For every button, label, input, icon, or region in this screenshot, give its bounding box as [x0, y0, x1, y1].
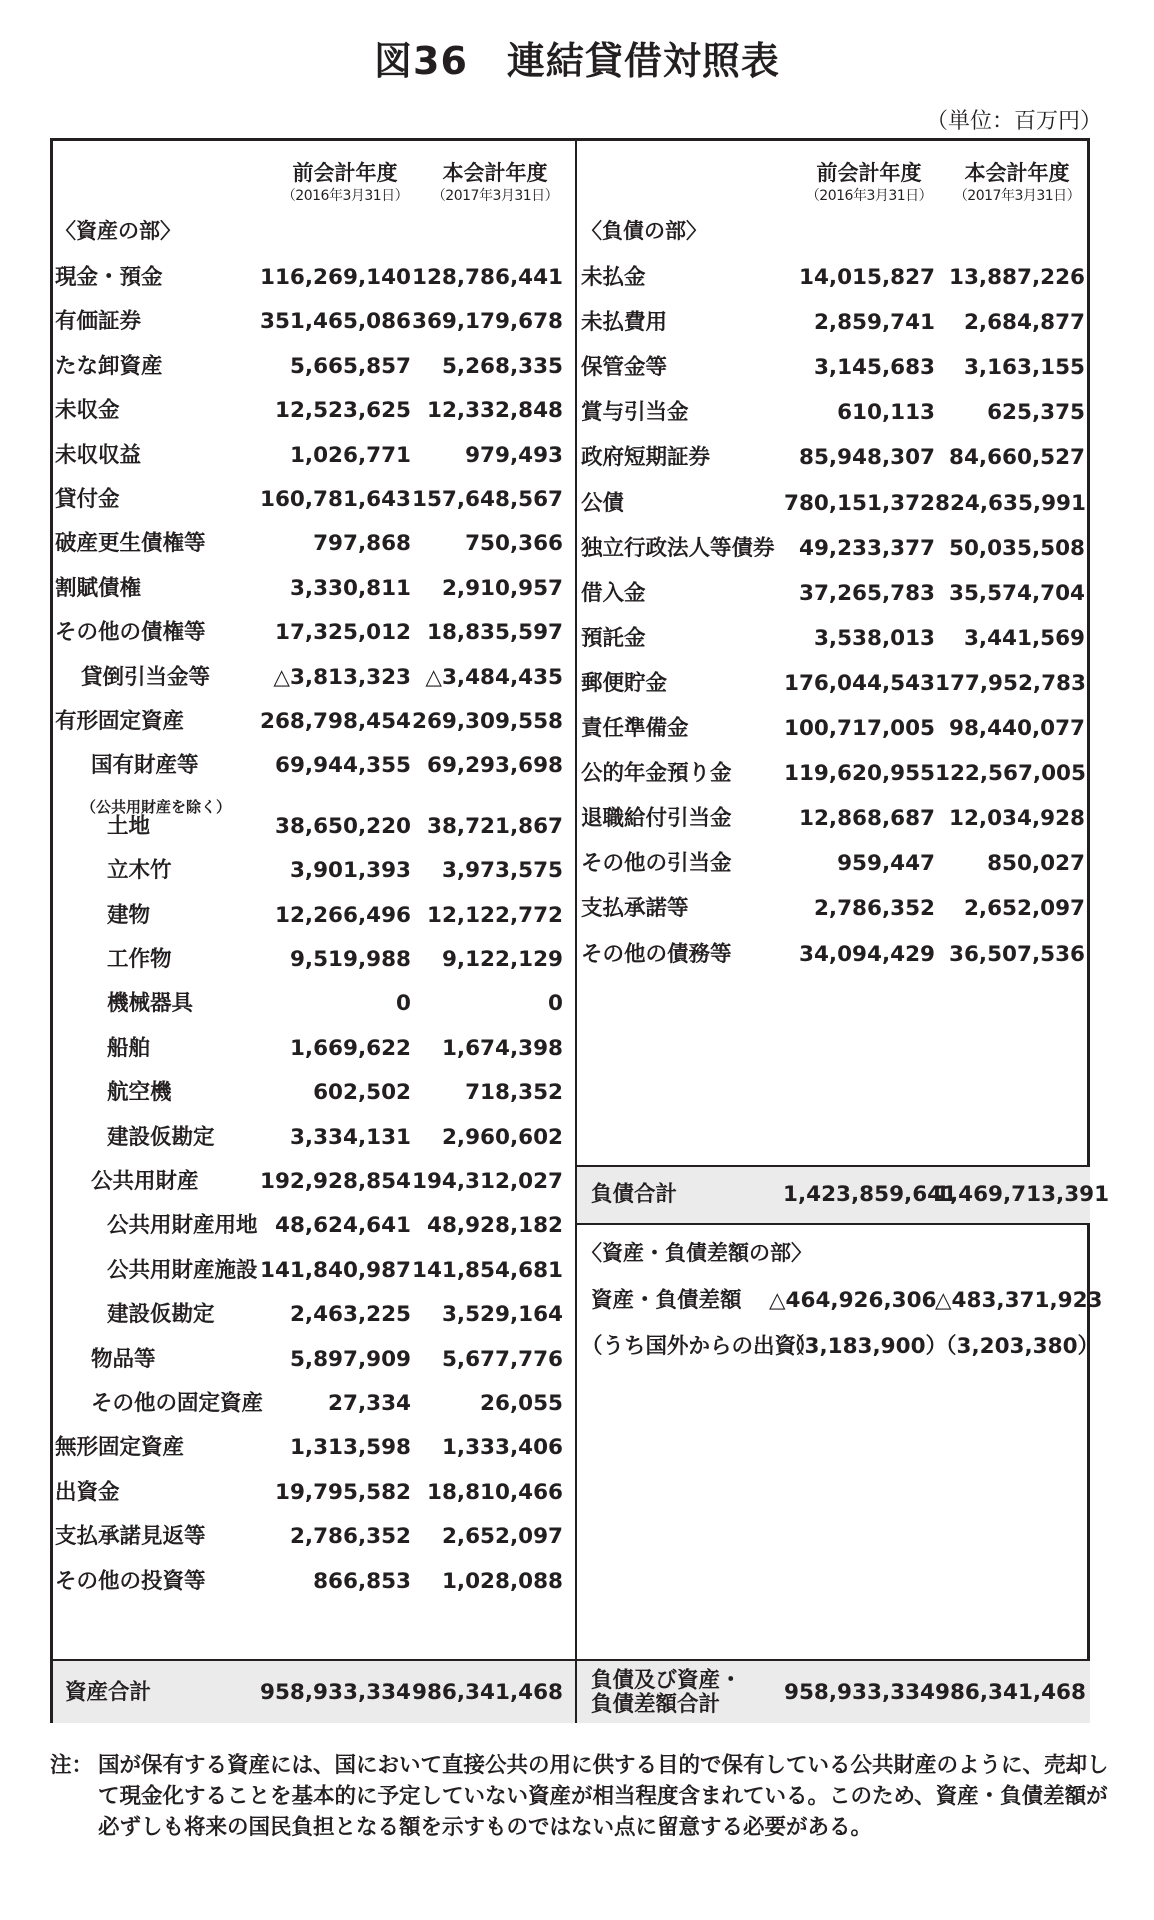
sub-note: （公共用財産を除く）	[81, 798, 232, 816]
liability-row-label: 独立行政法人等債券	[581, 535, 775, 561]
asset-row-label: 立木竹	[107, 858, 172, 884]
asset-row-prev: 351,465,086	[260, 309, 411, 335]
net-sub-label: （うち国外からの出資）	[581, 1334, 818, 1359]
assets-total-label: 資産合計	[65, 1680, 152, 1705]
asset-row-prev: 116,269,140	[260, 265, 411, 290]
asset-row-curr: 38,721,867	[426, 813, 563, 839]
asset-row-prev: 19,795,582	[274, 1479, 411, 1505]
asset-row-prev: 48,624,641	[274, 1213, 411, 1239]
liability-row-curr: 50,035,508	[948, 535, 1085, 561]
asset-row	[53, 1426, 575, 1470]
asset-row-label: 有価証券	[55, 309, 142, 335]
asset-row-label: 建物	[107, 902, 151, 928]
asset-row-curr: 18,835,597	[426, 620, 563, 646]
asset-row-prev: 866,853	[313, 1568, 411, 1594]
liability-row	[53, 346, 1087, 390]
liability-row-curr: 36,507,536	[948, 941, 1085, 967]
net-sub-curr: （3,203,380）	[935, 1334, 1100, 1359]
asset-row-label: 支払承諾見返等	[55, 1524, 206, 1550]
liability-row-prev: 119,620,955	[784, 761, 935, 787]
liability-row-curr: 824,635,991	[935, 490, 1086, 516]
liability-row-curr: 122,567,005	[935, 761, 1086, 787]
asset-row-curr: 157,648,567	[412, 487, 563, 512]
asset-row-curr: 18,810,466	[426, 1479, 563, 1505]
liability-row-label: 公債	[581, 490, 625, 516]
liability-row-prev: 780,151,372	[784, 490, 935, 516]
asset-row-label: 公共用財産用地	[107, 1213, 258, 1239]
asset-row-prev: 9,519,988	[289, 947, 411, 972]
liabilities-total-row	[53, 1173, 1110, 1217]
asset-row-curr: 2,910,957	[441, 575, 563, 601]
asset-row-prev: 141,840,987	[260, 1257, 411, 1283]
liability-row-label: 未払金	[581, 265, 646, 290]
footnote	[50, 1750, 1110, 1843]
asset-row	[53, 1471, 575, 1515]
asset-row-curr: 128,786,441	[412, 265, 563, 290]
asset-row-prev: 38,650,220	[274, 813, 411, 839]
liabilities-curr-header: 本会計年度 （2017年3月31日）	[953, 161, 1081, 204]
asset-row-prev: 27,334	[328, 1391, 411, 1416]
asset-row-label: 割賦債権	[55, 575, 142, 601]
liability-row-prev: 2,786,352	[813, 896, 935, 922]
liability-row-prev: 176,044,543	[784, 670, 935, 696]
asset-row-prev: 1,669,622	[289, 1035, 411, 1061]
asset-row-curr: 194,312,027	[412, 1169, 563, 1194]
asset-row	[53, 1382, 575, 1426]
net-row	[53, 1279, 1103, 1323]
asset-row-label: その他の投資等	[55, 1568, 206, 1594]
liability-row-curr: 13,887,226	[948, 265, 1085, 290]
asset-row-curr: 5,268,335	[441, 353, 563, 379]
liability-row	[53, 707, 1087, 751]
asset-row	[53, 982, 575, 1026]
liability-row	[53, 436, 1087, 480]
grand-total-rule	[577, 1659, 1090, 1661]
liability-row-label: 借入金	[581, 580, 646, 606]
asset-row-label: たな卸資産	[55, 353, 163, 379]
liability-row-curr: 35,574,704	[948, 580, 1085, 606]
asset-row-curr: 5,677,776	[441, 1346, 563, 1372]
liability-row-label: 預託金	[581, 625, 646, 651]
balance-sheet-table	[50, 138, 1110, 1723]
liability-row-curr: 3,441,569	[963, 625, 1085, 651]
liability-row	[53, 256, 1087, 300]
asset-row-prev: 17,325,012	[274, 620, 411, 646]
liability-row-curr: 3,163,155	[963, 355, 1085, 381]
asset-row-prev: 12,266,496	[274, 902, 411, 928]
liability-row	[53, 572, 1087, 616]
asset-row	[53, 1027, 575, 1071]
liability-row	[53, 527, 1087, 571]
asset-row-label: 建設仮勘定	[107, 1302, 215, 1328]
liability-row-prev: 34,094,429	[798, 941, 935, 967]
asset-row-prev: 5,897,909	[289, 1346, 411, 1372]
net-label: 資産・負債差額	[591, 1288, 742, 1313]
liabilities-prev-header: 前会計年度 （2016年3月31日）	[805, 161, 933, 204]
liability-row-prev: 37,265,783	[798, 580, 935, 606]
liability-row-prev: 610,113	[837, 400, 935, 426]
liability-row-label: 政府短期証券	[581, 445, 711, 471]
liability-row-curr: 84,660,527	[948, 445, 1085, 471]
asset-row-curr: 750,366	[465, 531, 563, 557]
asset-row-label: 貸付金	[55, 487, 120, 512]
liability-row-curr: 177,952,783	[935, 670, 1086, 696]
asset-row-curr: 269,309,558	[412, 709, 563, 734]
net-prev: △464,926,306	[769, 1288, 937, 1313]
assets-total-rule	[53, 1659, 575, 1661]
assets-section-heading: 〈資産の部〉	[55, 219, 181, 243]
liability-row	[53, 391, 1087, 435]
asset-row	[53, 1515, 575, 1559]
net-sub-prev: （3,183,900）	[783, 1334, 948, 1359]
liability-row-label: 郵便貯金	[581, 670, 668, 696]
asset-row-curr: 2,960,602	[441, 1124, 563, 1150]
asset-row-label: その他の固定資産	[91, 1391, 264, 1416]
liability-row-label: 退職給付引当金	[581, 806, 732, 832]
asset-row-prev: 797,868	[313, 531, 411, 557]
asset-row-prev: 192,928,854	[260, 1169, 411, 1194]
liability-row-curr: 12,034,928	[948, 806, 1085, 832]
asset-row-curr: 9,122,129	[441, 947, 563, 972]
asset-row-curr: △3,484,435	[425, 664, 563, 690]
asset-row-curr: 12,332,848	[426, 398, 563, 424]
liability-row-prev: 12,868,687	[798, 806, 935, 832]
asset-row-label: 出資金	[55, 1479, 120, 1505]
asset-row-prev: 268,798,454	[260, 709, 411, 734]
liability-row-label: 保管金等	[581, 355, 668, 381]
liabilities-total-label: 負債合計	[591, 1182, 678, 1207]
liabilities-section-heading: 〈負債の部〉	[581, 219, 707, 243]
liability-row-label: その他の引当金	[581, 851, 732, 877]
asset-row-label: 機械器具	[107, 991, 194, 1017]
grand-total-row	[53, 1668, 1087, 1717]
asset-row-prev: 3,330,811	[289, 575, 411, 601]
net-section-heading: 〈資産・負債差額の部〉	[581, 1241, 812, 1265]
grand-total-curr: 986,341,468	[935, 1680, 1086, 1705]
asset-row-label: 工作物	[107, 947, 172, 972]
asset-row-prev: 160,781,643	[260, 487, 411, 512]
liability-row	[53, 662, 1087, 706]
liability-row-label: 未払費用	[581, 310, 668, 336]
asset-row-label: 公共用財産	[91, 1169, 199, 1194]
liability-row	[53, 301, 1087, 345]
liabilities-total-curr: 1,469,713,391	[935, 1182, 1110, 1207]
asset-row-curr: 48,928,182	[426, 1213, 563, 1239]
asset-row-curr: 0	[548, 991, 563, 1017]
liability-row-curr: 2,652,097	[963, 896, 1085, 922]
asset-row-label: 無形固定資産	[55, 1435, 185, 1461]
asset-row-label: 建設仮勘定	[107, 1124, 215, 1150]
liability-row-prev: 14,015,827	[798, 265, 935, 290]
asset-row-curr: 141,854,681	[412, 1257, 563, 1283]
asset-row-curr: 369,179,678	[412, 309, 563, 335]
asset-row-prev: 1,026,771	[289, 442, 411, 468]
asset-row-label: 貸倒引当金等	[81, 664, 211, 690]
liability-row-label: その他の債務等	[581, 941, 732, 967]
liability-row-label: 賞与引当金	[581, 400, 689, 426]
unit-label: （単位：百万円）	[925, 109, 1102, 134]
liability-row-label: 支払承諾等	[581, 896, 689, 922]
asset-row-label: 土地	[107, 813, 151, 839]
asset-row-prev: 0	[396, 991, 411, 1017]
asset-row-prev: 2,463,225	[289, 1302, 411, 1328]
asset-row-label: その他の債権等	[55, 620, 206, 646]
asset-row-curr: 3,529,164	[441, 1302, 563, 1328]
asset-row-label: 物品等	[91, 1346, 156, 1372]
liability-row-label: 責任準備金	[581, 716, 689, 741]
liability-row	[53, 482, 1087, 526]
assets-total-curr: 986,341,468	[412, 1680, 563, 1705]
liability-row-prev: 100,717,005	[784, 716, 935, 741]
asset-row	[53, 1560, 575, 1604]
asset-row-curr: 1,333,406	[441, 1435, 563, 1461]
liabilities-total-prev: 1,423,859,641	[783, 1182, 958, 1207]
asset-row-label: 有形固定資産	[55, 709, 185, 734]
footnote-text: 国が保有する資産には、国において直接公共の用に供する目的で保有している公共財産のように、売却して現金化することを基本的に予定していない資産が相当程度含まれている。このため、資産・負債差額が必ずしも将来の国民負担となる額を示すものではない点に留意する必要がある。	[98, 1753, 1109, 1840]
liabilities-total-rule-top	[577, 1165, 1090, 1167]
asset-row-prev: 3,334,131	[289, 1124, 411, 1150]
liability-row-prev: 2,859,741	[813, 310, 935, 336]
liability-row-prev: 3,538,013	[813, 625, 935, 651]
asset-row-curr: 718,352	[465, 1080, 563, 1106]
asset-row-prev: 602,502	[313, 1080, 411, 1106]
liability-row	[53, 752, 1087, 796]
liability-row	[53, 797, 1087, 841]
liability-row-curr: 98,440,077	[948, 716, 1085, 741]
asset-row-label: 現金・預金	[55, 265, 163, 290]
asset-row	[53, 1116, 575, 1160]
asset-row-label: 船舶	[107, 1035, 151, 1061]
asset-row-curr: 3,973,575	[441, 858, 563, 884]
asset-row-prev: 5,665,857	[289, 353, 411, 379]
asset-row-prev: 69,944,355	[274, 753, 411, 779]
asset-row-label: 破産更生債権等	[55, 531, 206, 557]
liability-row	[53, 933, 1087, 977]
asset-row-prev: 12,523,625	[274, 398, 411, 424]
liability-row-prev: 3,145,683	[813, 355, 935, 381]
liability-row-curr: 850,027	[987, 851, 1085, 877]
liability-row-prev: 85,948,307	[798, 445, 935, 471]
assets-total-prev: 958,933,334	[260, 1680, 411, 1705]
asset-row-label: 国有財産等	[91, 753, 199, 779]
asset-row-prev: 3,901,393	[289, 858, 411, 884]
liability-row-prev: 49,233,377	[798, 535, 935, 561]
liability-row-curr: 625,375	[987, 400, 1085, 426]
asset-row-label: 未収金	[55, 398, 120, 424]
asset-row	[53, 1071, 575, 1115]
liability-row-prev: 959,447	[837, 851, 935, 877]
asset-row-curr: 12,122,772	[426, 902, 563, 928]
liabilities-total-rule-bottom	[577, 1223, 1090, 1225]
asset-row-curr: 1,674,398	[441, 1035, 563, 1061]
liability-row	[53, 842, 1087, 886]
asset-row-label: 公共用財産施設	[107, 1257, 258, 1283]
net-sub-row	[53, 1325, 1100, 1369]
net-curr: △483,371,923	[935, 1288, 1103, 1313]
footnote-prefix: 注：	[50, 1753, 94, 1778]
liability-row	[53, 887, 1087, 931]
asset-row-prev: △3,813,323	[273, 664, 411, 690]
assets-prev-header: 前会計年度 （2016年3月31日）	[281, 161, 409, 204]
grand-total-label: 負債及び資産・ 負債差額合計	[591, 1668, 742, 1717]
asset-row-curr: 69,293,698	[426, 753, 563, 779]
asset-row-prev: 2,786,352	[289, 1524, 411, 1550]
asset-row-label: 未収収益	[55, 442, 142, 468]
asset-row-label: 航空機	[107, 1080, 172, 1106]
page-title: 図36 連結貸借対照表	[374, 39, 780, 83]
asset-row-curr: 26,055	[480, 1391, 563, 1416]
assets-curr-header: 本会計年度 （2017年3月31日）	[431, 161, 559, 204]
asset-row-curr: 2,652,097	[441, 1524, 563, 1550]
asset-row-prev: 1,313,598	[289, 1435, 411, 1461]
liability-row	[53, 617, 1087, 661]
asset-row-curr: 979,493	[465, 442, 563, 468]
liability-row-curr: 2,684,877	[963, 310, 1085, 336]
grand-total-prev: 958,933,334	[784, 1680, 935, 1705]
asset-row-curr: 1,028,088	[441, 1568, 563, 1594]
liability-row-label: 公的年金預り金	[581, 761, 732, 787]
